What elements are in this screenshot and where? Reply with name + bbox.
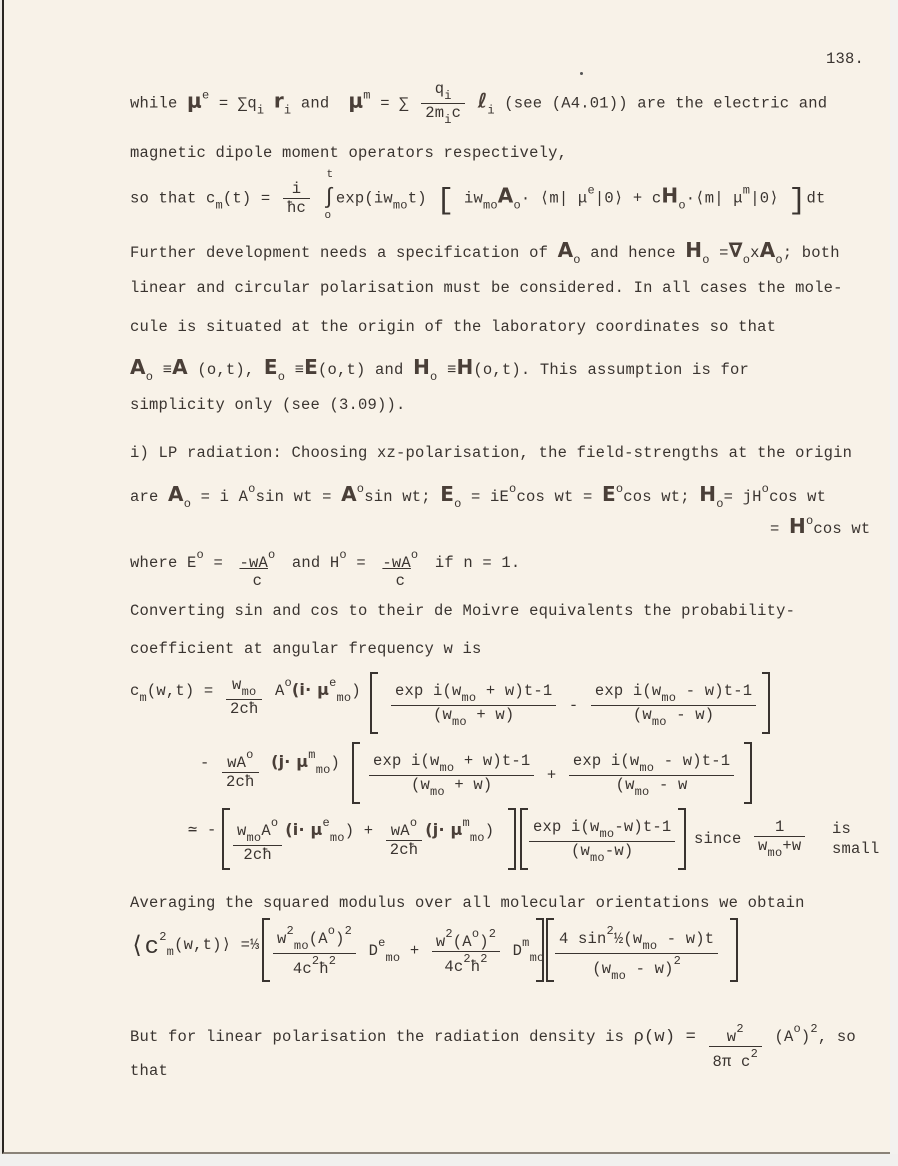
text-line-5: linear and circular polarisation must be considered. In all cases the mole- [130, 279, 843, 297]
section-lp-radiation: i) LP radiation: Choosing xz-polarisation, the field-strengths at the origin [130, 444, 853, 462]
text-line-11: = $H^o\cos$ wt [770, 514, 871, 538]
text-line-13: Converting sin and cos to their de Moivre equivalents the probability- [130, 602, 796, 620]
sum-symbol: = ∑ [380, 94, 409, 113]
text-line-12: where $E^o$ = $-wA^o$ c and $H^o$ = $-wA^o$ c if n = 1. [130, 548, 521, 590]
average-terms: $\frac{w^2_{mo}(A^o)^2}{4c^2ħ^2}$ $D^e_{mo}$ + $\frac{w^2(A^o)^2}{4c^2ħ^2}$ $D^m_{mo}$ [270, 924, 544, 978]
bracket-left [222, 808, 230, 870]
integral-sign: t ∫ o [322, 168, 336, 222]
text-line-6: cule is situated at the origin of the laboratory coordinates so that [130, 318, 777, 336]
sine-fraction: $\frac{4 \sin^2\frac{1}{2}(w_{mo} - w)t}{(w_{mo} - w)^2}$ [552, 924, 721, 983]
text: and [300, 94, 330, 113]
speck [580, 72, 583, 75]
text-line-14: coefficient at angular frequency w is [130, 640, 482, 658]
text-line-1 [130, 80, 827, 127]
text-line-7: $A_o \equiv A$ (o,t), $E_o \equiv E(o,t)$ and $H_o \equiv H(o,t)$. This assumption is for [130, 355, 749, 384]
equation-cm-t: so that $c_m(t)$ = $\frac{i}{ħc}$ t ∫ o $\exp(iw_{mo}t)$ [ $iw_{mo}A_o\cdot$ ⟨m| $\mu^e|0⟩$ + $cH_o\cdot⟨m|$ $\mu^m|0⟩$ ]dt [130, 168, 826, 222]
equation-cm-wt-line1: $c_m(w,t)$ = $\frac{w_{mo}}{2cħ}$ $A^o(i\cdot \mu^e_{mo})$ [130, 676, 361, 718]
sup: e [201, 88, 210, 103]
sub: i [283, 103, 292, 118]
bracket-right [508, 808, 516, 870]
scan-edge-right [890, 0, 898, 1166]
text-line-17: that [130, 1062, 169, 1080]
bracket-right [678, 808, 686, 870]
equation-average: $⟨c^2_m(w,t)⟩$ =⅓ [130, 930, 260, 961]
page-number: 138. [826, 50, 865, 68]
fraction-term: $\frac{\exp i(w_{mo} + w)t-1}{(w_{mo} + w)}$ + $\frac{\exp i(w_{mo} - w)t-1}{(w_{mo} - w}$ [366, 752, 737, 799]
fraction: $\frac{q_i}{2m_ic}$ [421, 80, 465, 127]
sup: m [363, 88, 371, 103]
equation-approx: ≃ - [188, 821, 217, 839]
text: (see (A4.01)) are the electric and [504, 94, 828, 113]
text-line-8: simplicity only (see (3.09)). [130, 396, 406, 414]
text-line-15: Averaging the squared modulus over all molecular orientations we obtain [130, 894, 805, 912]
sum-symbol: = ∑ [218, 94, 248, 113]
text: while [130, 94, 178, 113]
position-vector: r [273, 88, 284, 113]
sub: i [256, 103, 265, 118]
var: q [247, 94, 257, 113]
bracket-left [370, 672, 378, 734]
scan-edge-bottom [0, 1154, 898, 1166]
text-line-16: But for linear polarisation the radiation density is ρ(w) = $\frac{w^2}{8\pi c^2}$ $(A^o)^2$, so [130, 1022, 856, 1071]
bracket-right [536, 918, 544, 982]
text-line-4: Further development needs a specification of $A_o$ and hence $H_o =\nabla_oxA_o$; both [130, 238, 840, 267]
fraction-term: $\frac{\exp i(w_{mo} + w)t-1}{(w_{mo} + w)}$ - $\frac{\exp i(w_{mo} - w)t-1}{(w_{mo} - w)}$ [388, 682, 759, 729]
bracket-left [352, 742, 360, 804]
mu-e-operator: μ [187, 88, 202, 113]
text-line-10: are $A_o = i$ $A^o\sin$ wt = $A^o\sin$ wt; $E_o = iE^o\cos$ wt = $E^o\cos$ wt; $H_o= jH^o\cos$ wt [130, 482, 827, 511]
bracket-right [744, 742, 752, 804]
bracket-right [762, 672, 770, 734]
approx-terms: $\frac{w_{mo}A^o}{2cħ}$ $(i\cdot \mu^e_{mo})$ + $\frac{wA^o}{2cħ}$ $(j\cdot \mu^m_{mo})$ [230, 816, 494, 864]
since-clause: since $\frac{1}{w_{mo}+w}$ [694, 818, 808, 860]
equation-cm-wt-line2: - $\frac{wA^o}{2cħ}$ $(j\cdot \mu^m_{mo})$ [200, 748, 341, 791]
text-small: small [832, 840, 880, 858]
text-line-2: magnetic dipole moment operators respectively, [130, 144, 568, 162]
sub: i [487, 103, 495, 118]
text-is: is [832, 820, 852, 838]
angular-momentum-operator: ℓ [477, 88, 488, 113]
mu-m-operator: μ [348, 88, 364, 113]
bracket-right [730, 918, 738, 982]
approx-fraction: $\frac{\exp i(w_{mo}-w)t-1}{(w_{mo}-w)}$ [526, 818, 678, 865]
fraction: $\frac{i}{ħc}$ [283, 180, 310, 217]
bracket-left [262, 918, 270, 982]
